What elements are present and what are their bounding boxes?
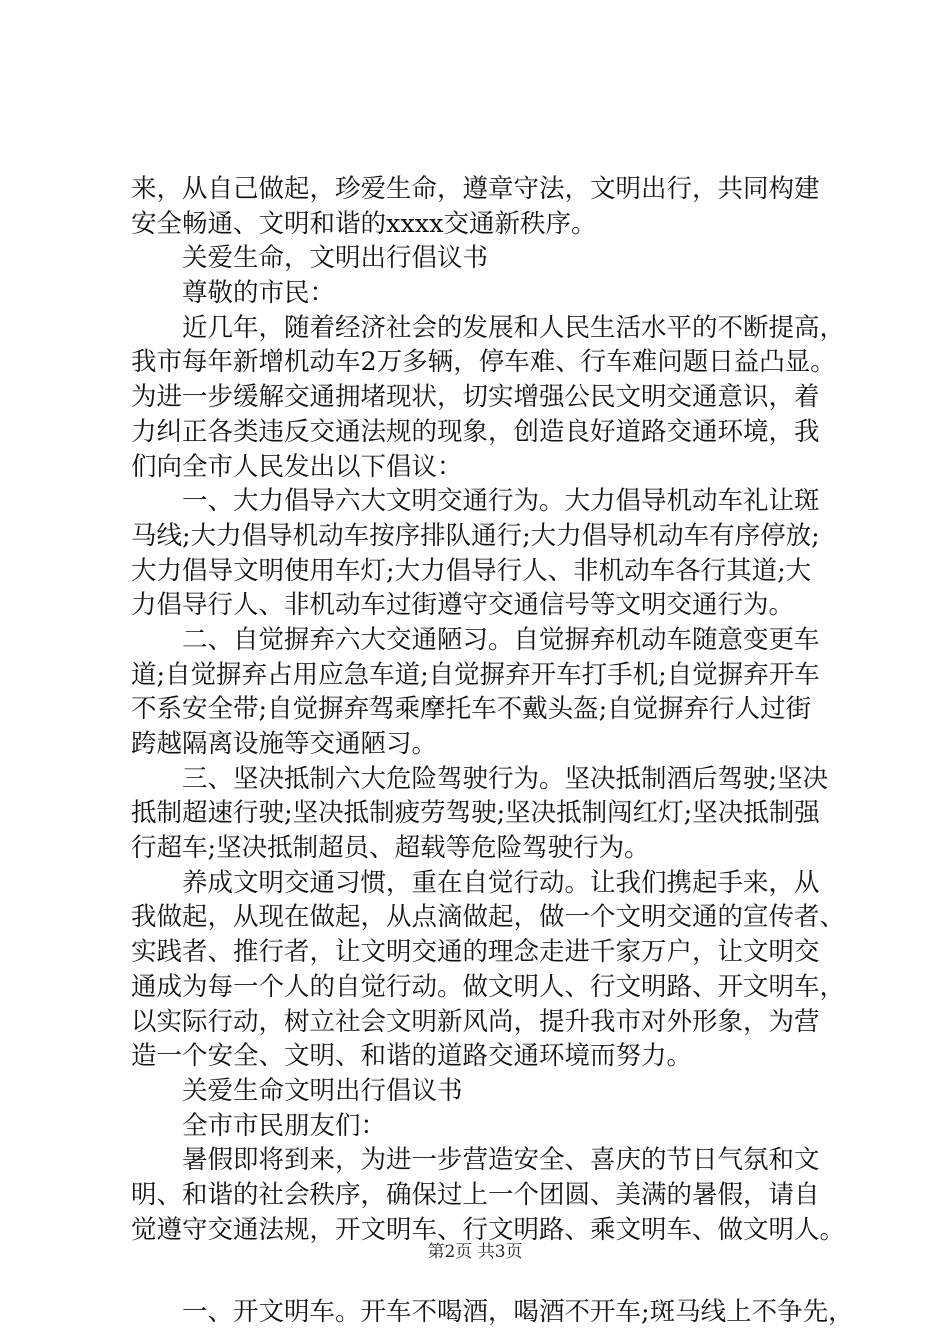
text-line: 大力倡导文明使用车灯;大力倡导行人、非机动车各行其道;大 (131, 555, 812, 586)
text-line: 养成文明交通习惯，重在自觉行动。让我们携起手来，从 (182, 867, 820, 898)
text-line: 为进一步缓解交通拥堵现状，切实增强公民文明交通意识，着 (131, 382, 820, 413)
text-line: 安全畅通、文明和谐的xxxx交通新秩序。 (131, 208, 597, 239)
text-line: 造一个安全、文明、和谐的道路交通环境而努力。 (131, 1041, 693, 1072)
text-line: 跨越隔离设施等交通陋习。 (131, 729, 438, 759)
text-line: 觉遵守交通法规，开文明车、行文明路、乘文明车、做文明人。 (131, 1214, 846, 1245)
text-line: 我做起，从现在做起，从点滴做起，做一个文明交通的宣传者、 (131, 902, 846, 933)
document-body (131, 172, 854, 1330)
text-line: 三、坚决抵制六大危险驾驶行为。坚决抵制酒后驾驶;坚决 (182, 763, 829, 794)
text-line: 全市市民朋友们： (182, 1110, 387, 1141)
text-line: 实践者、推行者，让文明交通的理念走进千家万户，让文明交 (131, 937, 820, 968)
text-line: 道;自觉摒弃占用应急车道;自觉摒弃开车打手机;自觉摒弃开车 (131, 659, 820, 690)
text-line: 抵制超速行驶;坚决抵制疲劳驾驶;坚决抵制闯红灯;坚决抵制强 (131, 798, 820, 829)
text-line: 尊敬的市民： (182, 278, 336, 309)
text-line: 暑假即将到来，为进一步营造安全、喜庆的节日气氛和文 (182, 1145, 820, 1176)
text-line: 以实际行动，树立社会文明新风尚，提升我市对外形象，为营 (131, 1006, 820, 1037)
text-line: 来，从自己做起，珍爱生命，遵章守法，文明出行，共同构建 (131, 174, 820, 204)
text-block-tail (131, 1295, 854, 1330)
text-line: 马线;大力倡导机动车按序排队通行;大力倡导机动车有序停放; (131, 520, 820, 551)
page-footer: 第2页 共3页 (427, 1242, 523, 1262)
text-line: 力倡导行人、非机动车过街遵守交通信号等文明交通行为。 (131, 590, 795, 621)
text-line: 近几年，随着经济社会的发展和人民生活水平的不断提高， (182, 312, 846, 343)
text-line: 关爱生命，文明出行倡议书 (182, 243, 489, 274)
text-line: 力纠正各类违反交通法规的现象，创造良好道路交通环境，我 (131, 416, 820, 447)
text-line: 们向全市人民发出以下倡议： (131, 451, 463, 482)
text-line: 一、大力倡导六大文明交通行为。大力倡导机动车礼让斑 (182, 486, 820, 517)
text-line: 不系安全带;自觉摒弃驾乘摩托车不戴头盔;自觉摒弃行人过街 (131, 694, 812, 725)
text-line: 二、自觉摒弃六大交通陋习。自觉摒弃机动车随意变更车 (182, 624, 820, 655)
text-line: 行超车;坚决抵制超员、超载等危险驾驶行为。 (131, 833, 650, 864)
text-line: 明、和谐的社会秩序，确保过上一个团圆、美满的暑假，请自 (131, 1179, 820, 1210)
text-line: 通成为每一个人的自觉行动。做文明人、行文明路、开文明车， (131, 971, 846, 1002)
text-line: 我市每年新增机动车2万多辆，停车难、行车难问题日益凸显。 (131, 347, 836, 378)
text-block-main (131, 172, 846, 1247)
text-line: 一、开文明车。开车不喝酒，喝酒不开车;斑马线上不争先， (182, 1297, 854, 1328)
text-line: 关爱生命文明出行倡议书 (182, 1075, 463, 1106)
